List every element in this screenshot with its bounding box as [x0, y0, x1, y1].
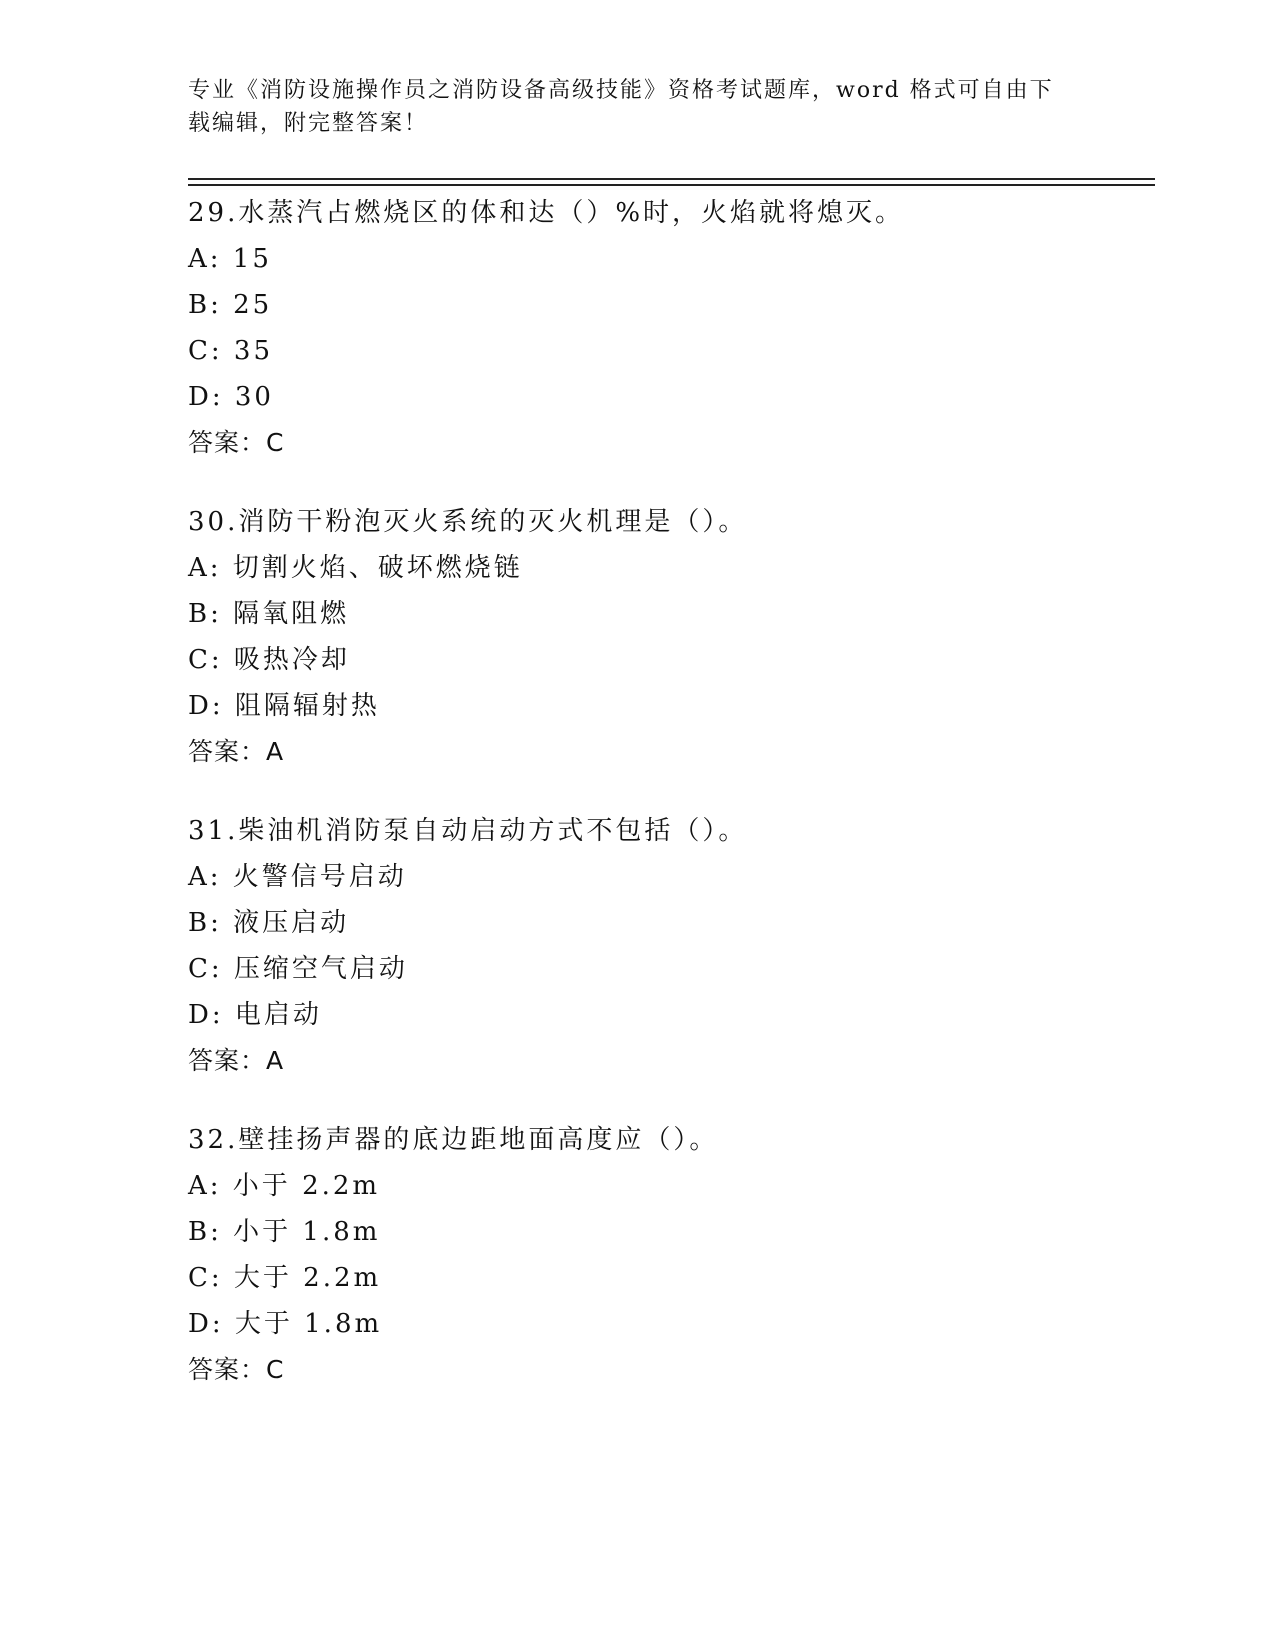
- question-29: [188, 190, 1148, 466]
- option-d: D: 电启动: [188, 1000, 322, 1030]
- option-d: D: 30: [188, 382, 274, 412]
- option-a: A: 火警信号启动: [188, 862, 407, 892]
- option-b: B: 小于 1.8m: [188, 1217, 381, 1247]
- option-a: A: 小于 2.2m: [188, 1171, 381, 1201]
- question-32: [188, 1117, 1148, 1393]
- option-a: A: 15: [188, 244, 272, 274]
- question-text: 31.柴油机消防泵自动启动方式不包括（）。: [188, 816, 748, 846]
- header-divider-bottom: [188, 184, 1155, 186]
- header-line-2: 载编辑，附完整答案！: [188, 111, 429, 136]
- question-31: [188, 808, 1148, 1084]
- question-text: 32.壁挂扬声器的底边距地面高度应（）。: [188, 1125, 719, 1155]
- question-text: 30.消防干粉泡灭火系统的灭火机理是（）。: [188, 507, 748, 537]
- option-c: C: 压缩空气启动: [188, 954, 408, 984]
- answer: 答案：C: [188, 1355, 285, 1384]
- question-30: [188, 499, 1148, 775]
- option-c: C: 35: [188, 336, 274, 366]
- question-list: [188, 190, 1148, 1426]
- option-a: A: 切割火焰、破坏燃烧链: [188, 553, 523, 583]
- option-b: B: 25: [188, 290, 273, 320]
- answer: 答案：A: [188, 1046, 285, 1075]
- document-header: [188, 74, 1088, 140]
- answer: 答案：C: [188, 428, 285, 457]
- option-c: C: 大于 2.2m: [188, 1263, 382, 1293]
- option-b: B: 隔氧阻燃: [188, 599, 350, 629]
- header-divider-top: [188, 178, 1155, 180]
- option-b: B: 液压启动: [188, 908, 350, 938]
- header-line-1: 专业《消防设施操作员之消防设备高级技能》资格考试题库，word 格式可自由下: [188, 78, 1054, 103]
- option-d: D: 阻隔辐射热: [188, 691, 380, 721]
- answer: 答案：A: [188, 737, 285, 766]
- option-c: C: 吸热冷却: [188, 645, 350, 675]
- option-d: D: 大于 1.8m: [188, 1309, 383, 1339]
- question-text: 29.水蒸汽占燃烧区的体和达（）%时，火焰就将熄灭。: [188, 198, 905, 228]
